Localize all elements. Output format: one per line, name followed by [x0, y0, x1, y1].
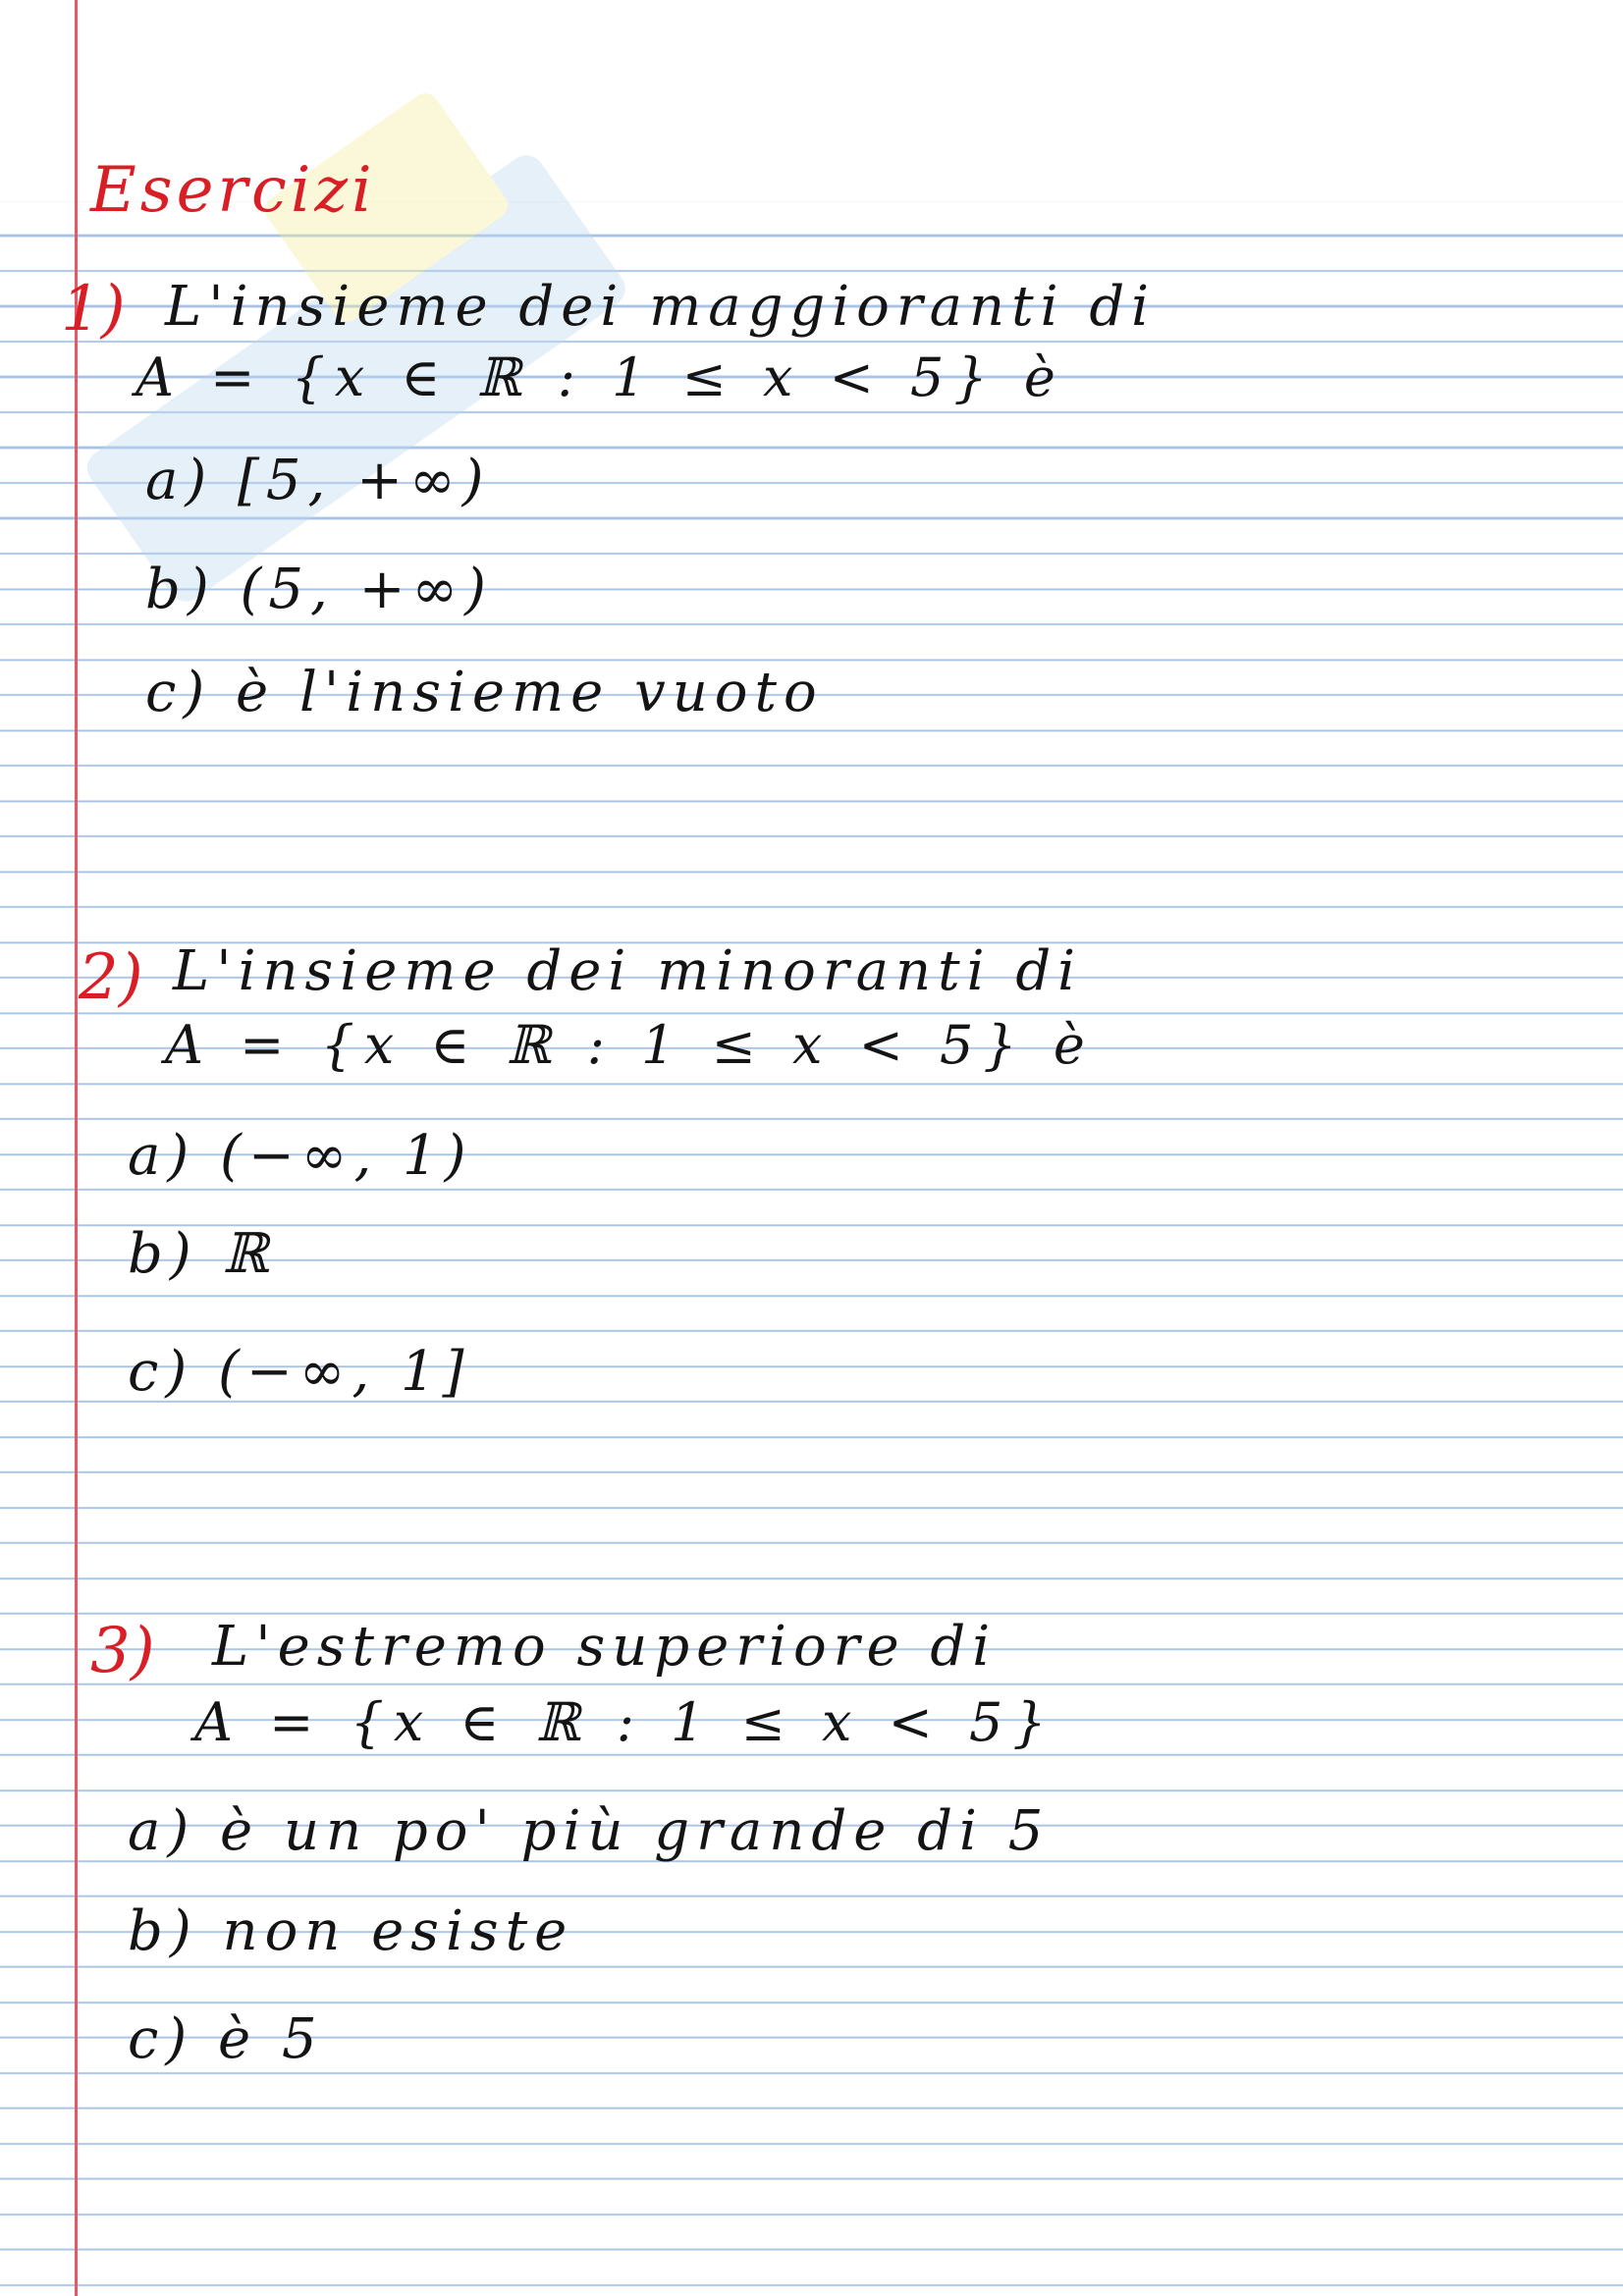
exercise-1-option-c: c) è l'insieme vuoto	[145, 661, 824, 724]
exercise-2-option-a: a) (−∞, 1)	[128, 1124, 473, 1188]
exercise-3-set: A = {x ∈ ℝ : 1 ≤ x < 5}	[194, 1691, 1056, 1753]
exercise-1-option-a: a) [5, +∞)	[145, 449, 491, 512]
exercise-2-number: 2)	[79, 941, 143, 1014]
exercise-3-question: L'estremo superiore di	[212, 1615, 998, 1679]
exercise-3-option-a: a) è un po' più grande di 5	[128, 1799, 1051, 1863]
exercise-2-question: L'insieme dei minoranti di	[173, 939, 1083, 1003]
exercise-3-option-b: b) non esiste	[128, 1899, 574, 1963]
exercise-2-option-c: c) (−∞, 1]	[128, 1340, 471, 1404]
page-title: Esercizi	[90, 154, 376, 227]
exercise-1-number: 1)	[61, 273, 126, 346]
exercise-3-number: 3)	[90, 1615, 155, 1687]
exercise-3-option-c: c) è 5	[128, 2007, 324, 2071]
exercise-2-set: A = {x ∈ ℝ : 1 ≤ x < 5} è	[165, 1014, 1095, 1076]
exercise-1-question: L'insieme dei maggioranti di	[165, 275, 1157, 339]
exercise-1-set: A = {x ∈ ℝ : 1 ≤ x < 5} è	[135, 347, 1065, 408]
exercise-2-option-b: b) ℝ	[128, 1222, 276, 1286]
exercise-1-option-b: b) (5, +∞)	[145, 558, 493, 621]
